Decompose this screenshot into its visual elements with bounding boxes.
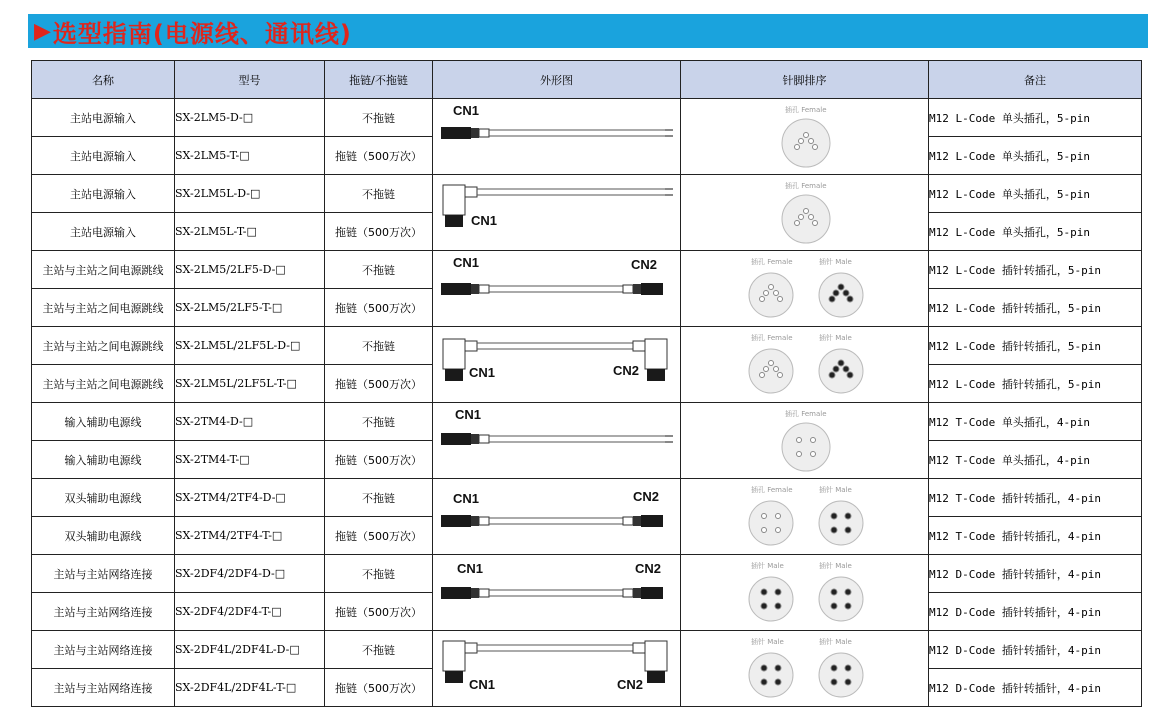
product-name: 双头辅助电源线 bbox=[32, 479, 175, 517]
note-text: M12 T-Code 单头插孔，4-pin bbox=[929, 403, 1142, 441]
header-name: 名称 bbox=[32, 61, 175, 99]
pinout-figure bbox=[681, 327, 928, 402]
drag-chain-type: 拖链（500万次） bbox=[325, 213, 433, 251]
table-row bbox=[32, 479, 1142, 517]
drag-chain-type: 不拖链 bbox=[325, 175, 433, 213]
note-text: M12 L-Code 插针转插孔，5-pin bbox=[929, 251, 1142, 289]
pinout-figure bbox=[681, 631, 928, 706]
pin-label-a: 插孔 Female bbox=[785, 410, 827, 418]
product-name: 主站与主站之间电源跳线 bbox=[32, 289, 175, 327]
header-drag: 拖链/不拖链 bbox=[325, 61, 433, 99]
title-banner-content bbox=[28, 14, 352, 48]
outline-cell bbox=[433, 555, 681, 631]
page-title: 选型指南(电源线、通讯线) bbox=[52, 19, 352, 48]
product-name: 主站与主站之间电源跳线 bbox=[32, 251, 175, 289]
title-banner bbox=[28, 14, 1148, 48]
pin-label-b: 插针 Male bbox=[819, 638, 852, 646]
pinout-cell bbox=[681, 555, 929, 631]
drag-chain-type: 不拖链 bbox=[325, 479, 433, 517]
cn2-label: CN2 bbox=[633, 489, 660, 504]
product-name: 输入辅助电源线 bbox=[32, 441, 175, 479]
table-row bbox=[32, 99, 1142, 137]
pin-label-a: 插针 Male bbox=[751, 562, 784, 570]
outline-cell bbox=[433, 327, 681, 403]
note-text: M12 D-Code 插针转插针，4-pin bbox=[929, 555, 1142, 593]
note-text: M12 T-Code 插针转插孔，4-pin bbox=[929, 517, 1142, 555]
header-pinout: 针脚排序 bbox=[681, 61, 929, 99]
pin-label-a: 插孔 Female bbox=[751, 258, 793, 266]
pinout-figure bbox=[681, 479, 928, 554]
cn1-label: CN1 bbox=[453, 103, 480, 118]
cn1-label: CN1 bbox=[471, 213, 498, 228]
outline-cell bbox=[433, 479, 681, 555]
model-number: SX-2TM4/2TF4-T-□ bbox=[175, 517, 325, 555]
note-text: M12 L-Code 插针转插孔，5-pin bbox=[929, 365, 1142, 403]
outline-cell bbox=[433, 175, 681, 251]
model-number: SX-2TM4/2TF4-D-□ bbox=[175, 479, 325, 517]
outline-cell bbox=[433, 99, 681, 175]
drag-chain-type: 拖链（500万次） bbox=[325, 517, 433, 555]
note-text: M12 L-Code 单头插孔，5-pin bbox=[929, 137, 1142, 175]
drag-chain-type: 不拖链 bbox=[325, 403, 433, 441]
outline-cell bbox=[433, 631, 681, 707]
table-row bbox=[32, 327, 1142, 365]
header-outline: 外形图 bbox=[433, 61, 681, 99]
drag-chain-type: 不拖链 bbox=[325, 251, 433, 289]
drag-chain-type: 拖链（500万次） bbox=[325, 441, 433, 479]
note-text: M12 L-Code 插针转插孔，5-pin bbox=[929, 327, 1142, 365]
pinout-cell bbox=[681, 251, 929, 327]
model-number: SX-2TM4-T-□ bbox=[175, 441, 325, 479]
product-name: 主站与主站网络连接 bbox=[32, 555, 175, 593]
model-number: SX-2DF4L/2DF4L-T-□ bbox=[175, 669, 325, 707]
product-name: 主站与主站之间电源跳线 bbox=[32, 365, 175, 403]
pinout-cell bbox=[681, 99, 929, 175]
table-body bbox=[32, 99, 1142, 707]
product-name: 主站与主站网络连接 bbox=[32, 669, 175, 707]
note-text: M12 L-Code 单头插孔，5-pin bbox=[929, 99, 1142, 137]
cn1-label: CN1 bbox=[457, 561, 484, 576]
cn1-label: CN1 bbox=[453, 255, 480, 270]
cable-outline-figure bbox=[433, 99, 680, 174]
pin-label-a: 插孔 Female bbox=[751, 334, 793, 342]
product-name: 主站电源输入 bbox=[32, 99, 175, 137]
pinout-cell bbox=[681, 631, 929, 707]
drag-chain-type: 拖链（500万次） bbox=[325, 289, 433, 327]
product-name: 双头辅助电源线 bbox=[32, 517, 175, 555]
drag-chain-type: 不拖链 bbox=[325, 631, 433, 669]
product-name: 主站电源输入 bbox=[32, 175, 175, 213]
cn1-label: CN1 bbox=[453, 491, 480, 506]
outline-cell bbox=[433, 251, 681, 327]
table-row bbox=[32, 555, 1142, 593]
note-text: M12 T-Code 单头插孔，4-pin bbox=[929, 441, 1142, 479]
model-number: SX-2LM5/2LF5-T-□ bbox=[175, 289, 325, 327]
selection-table bbox=[31, 60, 1142, 707]
note-text: M12 D-Code 插针转插针，4-pin bbox=[929, 669, 1142, 707]
model-number: SX-2LM5L/2LF5L-T-□ bbox=[175, 365, 325, 403]
drag-chain-type: 不拖链 bbox=[325, 555, 433, 593]
cable-outline-figure bbox=[433, 631, 680, 706]
pinout-cell bbox=[681, 479, 929, 555]
pin-label-a: 插孔 Female bbox=[785, 182, 827, 190]
note-text: M12 L-Code 单头插孔，5-pin bbox=[929, 175, 1142, 213]
header-model: 型号 bbox=[175, 61, 325, 99]
pinout-figure bbox=[681, 251, 928, 326]
table-row bbox=[32, 403, 1142, 441]
pin-label-b: 插针 Male bbox=[819, 486, 852, 494]
model-number: SX-2LM5L-T-□ bbox=[175, 213, 325, 251]
pin-label-b: 插针 Male bbox=[819, 562, 852, 570]
pinout-cell bbox=[681, 175, 929, 251]
cable-outline-figure bbox=[433, 479, 680, 554]
cable-outline-figure bbox=[433, 251, 680, 326]
pinout-cell bbox=[681, 327, 929, 403]
cn1-label: CN1 bbox=[469, 677, 496, 692]
pinout-figure bbox=[681, 403, 928, 478]
model-number: SX-2TM4-D-□ bbox=[175, 403, 325, 441]
drag-chain-type: 拖链（500万次） bbox=[325, 669, 433, 707]
note-text: M12 D-Code 插针转插针，4-pin bbox=[929, 631, 1142, 669]
model-number: SX-2LM5L-D-□ bbox=[175, 175, 325, 213]
model-number: SX-2DF4L/2DF4L-D-□ bbox=[175, 631, 325, 669]
pin-label-a: 插孔 Female bbox=[785, 106, 827, 114]
pinout-figure bbox=[681, 555, 928, 630]
pinout-cell bbox=[681, 403, 929, 479]
product-name: 主站电源输入 bbox=[32, 137, 175, 175]
model-number: SX-2LM5L/2LF5L-D-□ bbox=[175, 327, 325, 365]
note-text: M12 T-Code 插针转插孔，4-pin bbox=[929, 479, 1142, 517]
outline-cell bbox=[433, 403, 681, 479]
pin-label-b: 插针 Male bbox=[819, 334, 852, 342]
pin-label-b: 插针 Male bbox=[819, 258, 852, 266]
model-number: SX-2LM5/2LF5-D-□ bbox=[175, 251, 325, 289]
pin-label-a: 插孔 Female bbox=[751, 486, 793, 494]
model-number: SX-2DF4/2DF4-T-□ bbox=[175, 593, 325, 631]
cn2-label: CN2 bbox=[617, 677, 644, 692]
pinout-figure bbox=[681, 175, 928, 250]
cn1-label: CN1 bbox=[455, 407, 482, 422]
product-name: 主站与主站网络连接 bbox=[32, 631, 175, 669]
product-name: 主站与主站之间电源跳线 bbox=[32, 327, 175, 365]
cable-outline-figure bbox=[433, 327, 680, 402]
note-text: M12 L-Code 插针转插孔，5-pin bbox=[929, 289, 1142, 327]
pin-label-a: 插针 Male bbox=[751, 638, 784, 646]
triangle-icon: ▶ bbox=[34, 18, 51, 44]
table-row bbox=[32, 175, 1142, 213]
cn1-label: CN1 bbox=[469, 365, 496, 380]
table-header-row bbox=[32, 61, 1142, 99]
cn2-label: CN2 bbox=[613, 363, 640, 378]
table-row bbox=[32, 631, 1142, 669]
drag-chain-type: 拖链（500万次） bbox=[325, 593, 433, 631]
model-number: SX-2LM5-T-□ bbox=[175, 137, 325, 175]
note-text: M12 D-Code 插针转插针，4-pin bbox=[929, 593, 1142, 631]
cable-outline-figure bbox=[433, 555, 680, 630]
cn2-label: CN2 bbox=[635, 561, 662, 576]
cn2-label: CN2 bbox=[631, 257, 658, 272]
drag-chain-type: 不拖链 bbox=[325, 99, 433, 137]
drag-chain-type: 拖链（500万次） bbox=[325, 137, 433, 175]
cable-outline-figure bbox=[433, 175, 680, 250]
product-name: 主站与主站网络连接 bbox=[32, 593, 175, 631]
product-name: 输入辅助电源线 bbox=[32, 403, 175, 441]
model-number: SX-2DF4/2DF4-D-□ bbox=[175, 555, 325, 593]
cable-outline-figure bbox=[433, 403, 680, 478]
header-note: 备注 bbox=[929, 61, 1142, 99]
product-name: 主站电源输入 bbox=[32, 213, 175, 251]
drag-chain-type: 拖链（500万次） bbox=[325, 365, 433, 403]
pinout-figure bbox=[681, 99, 928, 174]
drag-chain-type: 不拖链 bbox=[325, 327, 433, 365]
model-number: SX-2LM5-D-□ bbox=[175, 99, 325, 137]
table-row bbox=[32, 251, 1142, 289]
note-text: M12 L-Code 单头插孔，5-pin bbox=[929, 213, 1142, 251]
